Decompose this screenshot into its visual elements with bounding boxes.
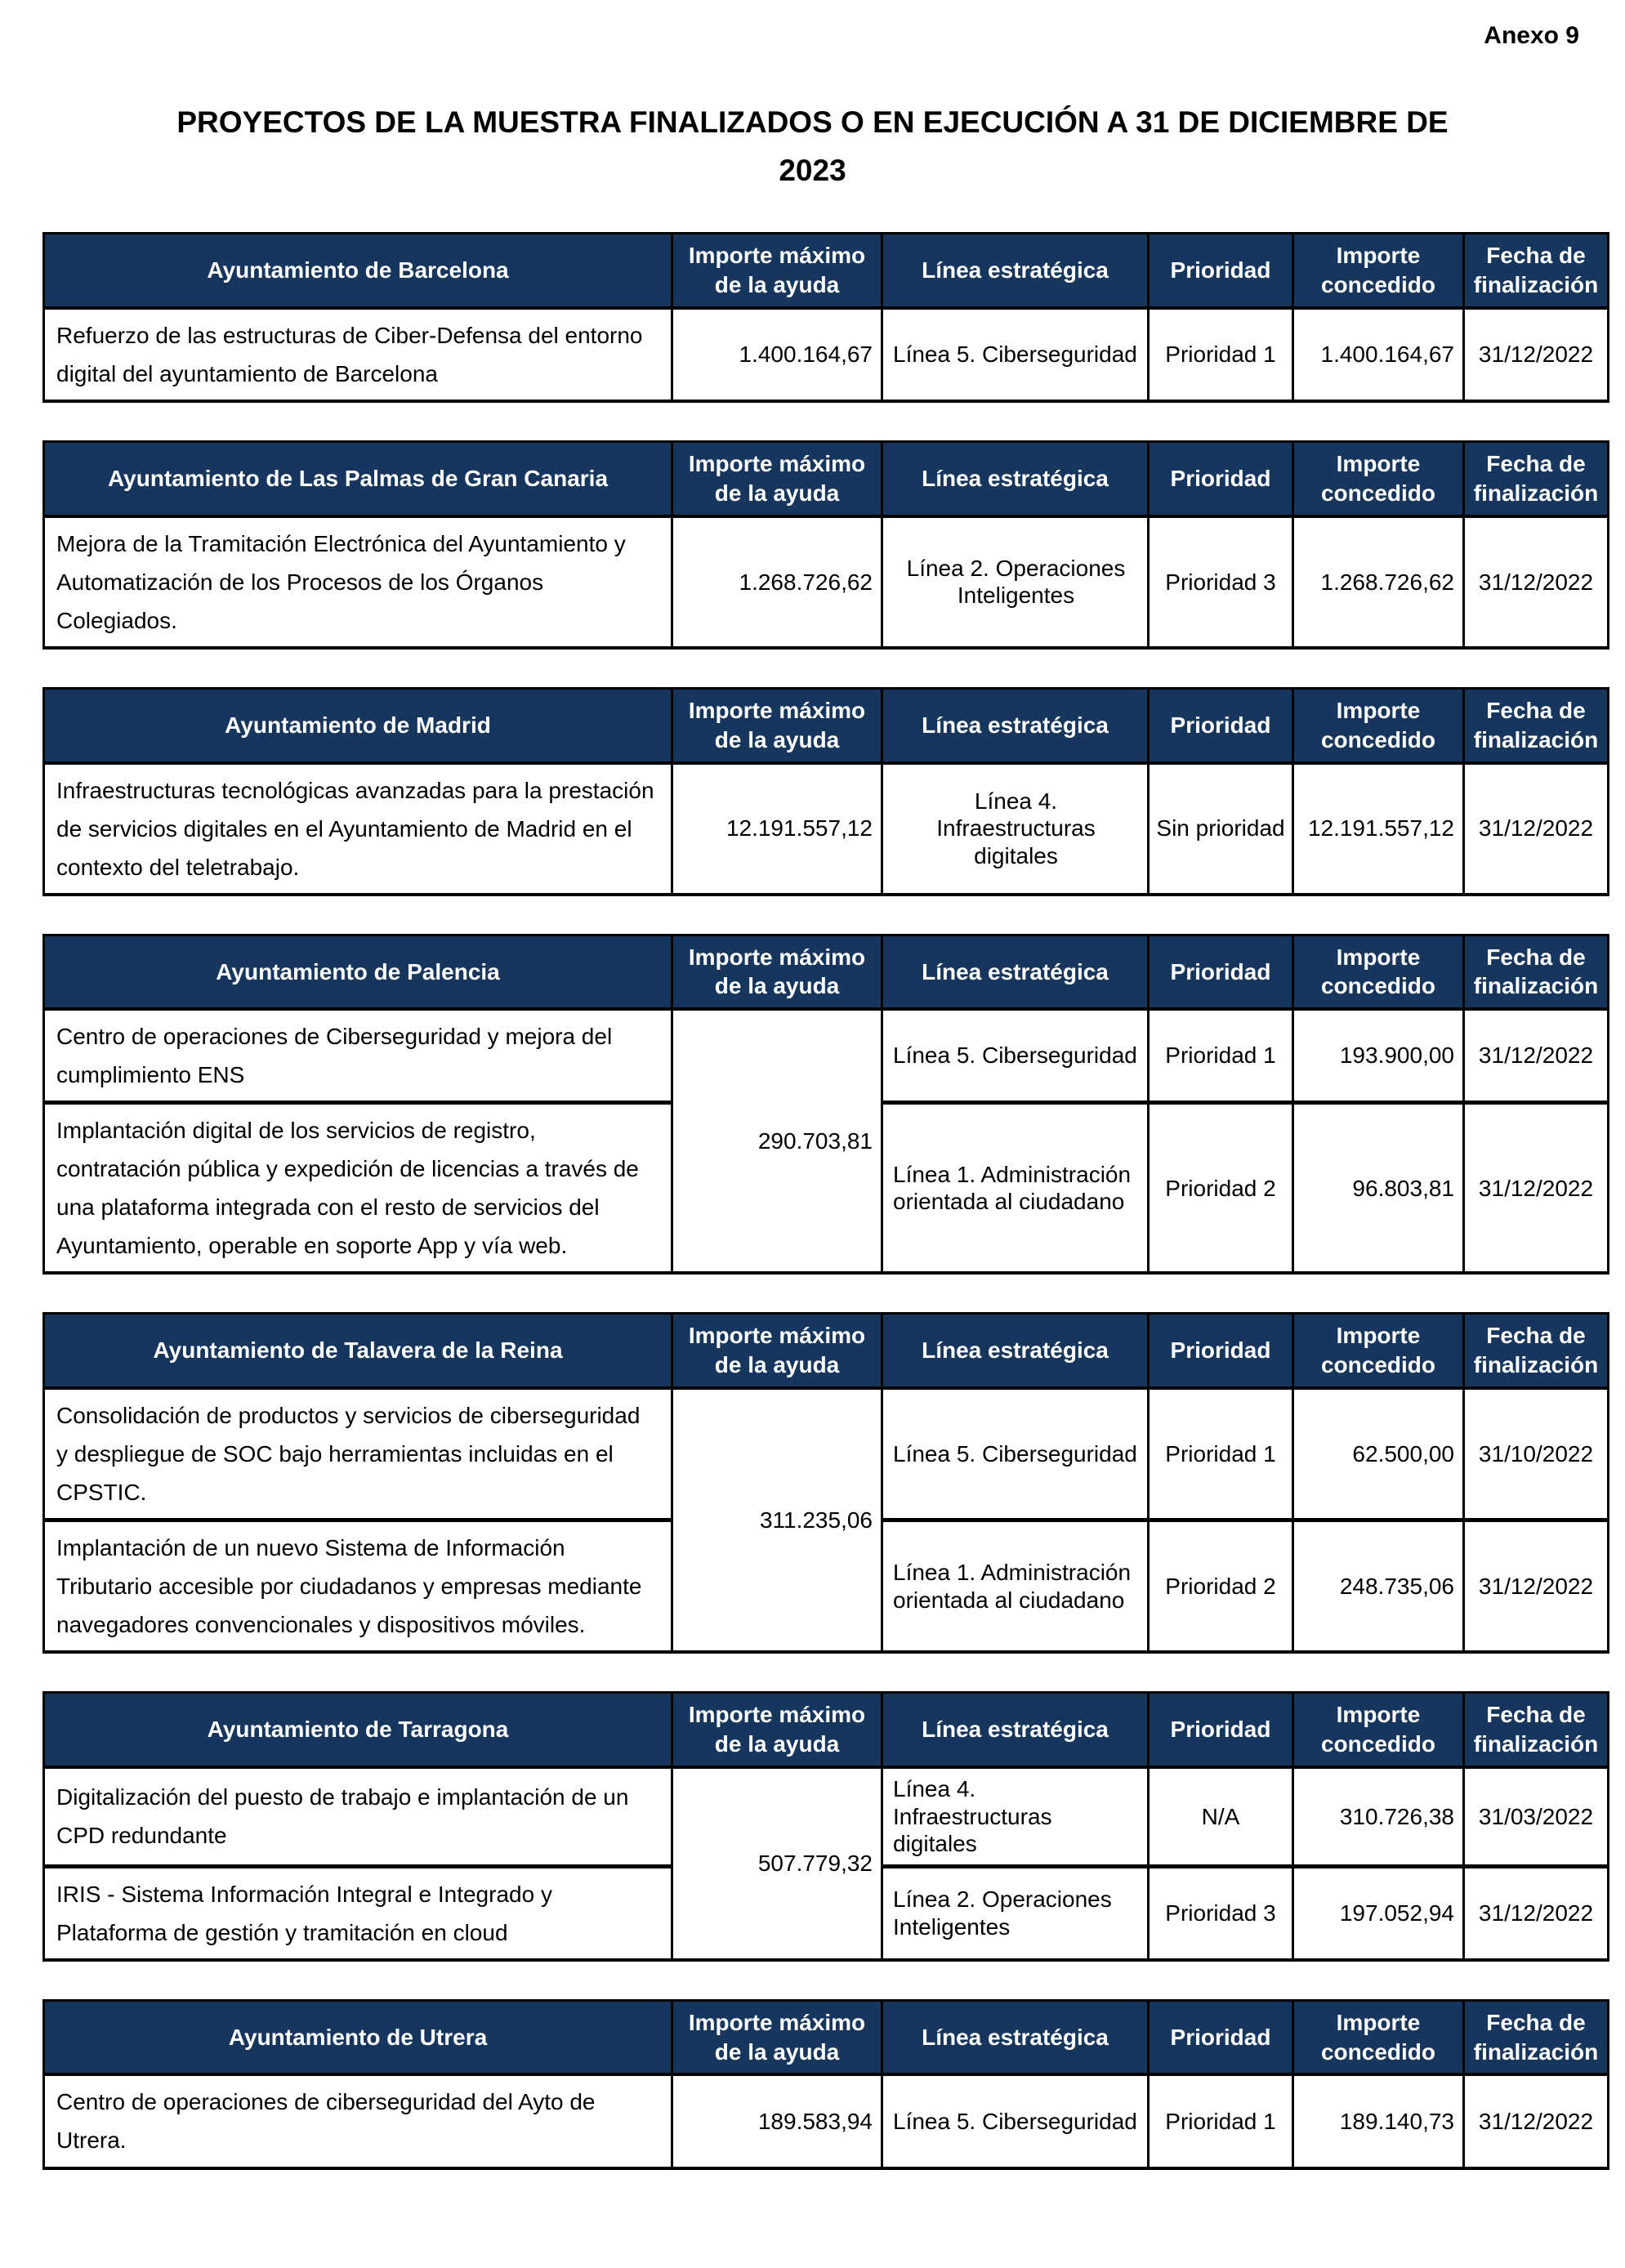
municipality-table bbox=[42, 1691, 1609, 1962]
importe-concedido-value: 1.400.164,67 bbox=[1293, 308, 1464, 401]
table-header-municipality: Ayuntamiento de Tarragona bbox=[44, 1693, 672, 1767]
column-header-fecha-finalizacion: Fecha de finalización bbox=[1464, 688, 1609, 762]
table-header-row bbox=[44, 442, 1609, 516]
municipality-table bbox=[42, 232, 1609, 403]
table-header-row bbox=[44, 2000, 1609, 2074]
table-header-municipality: Ayuntamiento de Talavera de la Reina bbox=[44, 1314, 672, 1388]
column-header-importe-concedido: Importe concedido bbox=[1293, 442, 1464, 516]
column-header-fecha-finalizacion: Fecha de finalización bbox=[1464, 2000, 1609, 2074]
importe-concedido-value: 248.735,06 bbox=[1293, 1520, 1464, 1653]
project-description: Implantación digital de los servicios de registro, contratación pública y expedición de licencias a través de una plataforma integrada con el resto de servicios del Ayuntamiento, operable en soporte App y vía web. bbox=[44, 1103, 672, 1274]
importe-concedido-value: 193.900,00 bbox=[1293, 1009, 1464, 1103]
column-header-importe-maximo: Importe máximo de la ayuda bbox=[672, 442, 882, 516]
importe-maximo-value: 507.779,32 bbox=[672, 1767, 882, 1960]
column-header-fecha-finalizacion: Fecha de finalización bbox=[1464, 1314, 1609, 1388]
municipality-table bbox=[42, 687, 1609, 896]
column-header-importe-concedido: Importe concedido bbox=[1293, 688, 1464, 762]
column-header-importe-concedido: Importe concedido bbox=[1293, 1314, 1464, 1388]
importe-maximo-value: 12.191.557,12 bbox=[672, 763, 882, 895]
municipality-table bbox=[42, 440, 1609, 650]
column-header-importe-maximo: Importe máximo de la ayuda bbox=[672, 234, 882, 308]
importe-concedido-value: 197.052,94 bbox=[1293, 1866, 1464, 1960]
table-header-row bbox=[44, 234, 1609, 308]
table-header-municipality: Ayuntamiento de Barcelona bbox=[44, 234, 672, 308]
importe-maximo-value: 189.583,94 bbox=[672, 2074, 882, 2168]
linea-estrategica-value: Línea 4. Infraestructuras digitales bbox=[882, 763, 1149, 895]
municipality-table bbox=[42, 1312, 1609, 1654]
page-title-line2: 2023 bbox=[779, 154, 846, 188]
project-description: Digitalización del puesto de trabajo e implantación de un CPD redundante bbox=[44, 1767, 672, 1866]
linea-estrategica-value: Línea 5. Ciberseguridad bbox=[882, 1388, 1149, 1520]
fecha-finalizacion-value: 31/12/2022 bbox=[1464, 516, 1609, 648]
column-header-linea-estrategica: Línea estratégica bbox=[882, 688, 1149, 762]
importe-concedido-value: 96.803,81 bbox=[1293, 1103, 1464, 1274]
project-description: Centro de operaciones de ciberseguridad del Ayto de Utrera. bbox=[44, 2074, 672, 2168]
project-description: Mejora de la Tramitación Electrónica del Ayuntamiento y Automatización de los Procesos de los Órganos Colegiados. bbox=[44, 516, 672, 648]
project-description: Consolidación de productos y servicios de ciberseguridad y despliegue de SOC bajo herramientas incluidas en el CPSTIC. bbox=[44, 1388, 672, 1520]
prioridad-value: Prioridad 1 bbox=[1149, 1388, 1293, 1520]
column-header-importe-concedido: Importe concedido bbox=[1293, 935, 1464, 1009]
fecha-finalizacion-value: 31/10/2022 bbox=[1464, 1388, 1609, 1520]
table-header-municipality: Ayuntamiento de Palencia bbox=[44, 935, 672, 1009]
linea-estrategica-value: Línea 1. Administración orientada al ciudadano bbox=[882, 1103, 1149, 1274]
project-description: Implantación de un nuevo Sistema de Información Tributario accesible por ciudadanos y empresas mediante navegadores convencionales y dispositivos móviles. bbox=[44, 1520, 672, 1653]
project-row bbox=[44, 2074, 1609, 2168]
column-header-fecha-finalizacion: Fecha de finalización bbox=[1464, 442, 1609, 516]
linea-estrategica-value: Línea 2. Operaciones Inteligentes bbox=[882, 516, 1149, 648]
column-header-importe-maximo: Importe máximo de la ayuda bbox=[672, 935, 882, 1009]
project-row bbox=[44, 1767, 1609, 1866]
project-description: Centro de operaciones de Ciberseguridad y mejora del cumplimiento ENS bbox=[44, 1009, 672, 1103]
column-header-prioridad: Prioridad bbox=[1149, 2000, 1293, 2074]
project-description: Infraestructuras tecnológicas avanzadas para la prestación de servicios digitales en el Ayuntamiento de Madrid en el contexto del teletrabajo. bbox=[44, 763, 672, 895]
project-row bbox=[44, 1009, 1609, 1103]
column-header-importe-maximo: Importe máximo de la ayuda bbox=[672, 1693, 882, 1767]
fecha-finalizacion-value: 31/12/2022 bbox=[1464, 1103, 1609, 1274]
column-header-fecha-finalizacion: Fecha de finalización bbox=[1464, 935, 1609, 1009]
importe-maximo-value: 1.268.726,62 bbox=[672, 516, 882, 648]
project-row bbox=[44, 1388, 1609, 1520]
column-header-prioridad: Prioridad bbox=[1149, 688, 1293, 762]
table-header-municipality: Ayuntamiento de Las Palmas de Gran Canaria bbox=[44, 442, 672, 516]
prioridad-value: Prioridad 1 bbox=[1149, 2074, 1293, 2168]
fecha-finalizacion-value: 31/12/2022 bbox=[1464, 763, 1609, 895]
prioridad-value: Sin prioridad bbox=[1149, 763, 1293, 895]
prioridad-value: Prioridad 2 bbox=[1149, 1520, 1293, 1653]
page-title-line1: PROYECTOS DE LA MUESTRA FINALIZADOS O EN EJECUCIÓN A 31 DE DICIEMBRE DE bbox=[176, 105, 1449, 139]
table-header-municipality: Ayuntamiento de Utrera bbox=[44, 2000, 672, 2074]
fecha-finalizacion-value: 31/12/2022 bbox=[1464, 2074, 1609, 2168]
table-header-row bbox=[44, 1314, 1609, 1388]
linea-estrategica-value: Línea 1. Administración orientada al ciudadano bbox=[882, 1520, 1149, 1653]
column-header-prioridad: Prioridad bbox=[1149, 234, 1293, 308]
column-header-fecha-finalizacion: Fecha de finalización bbox=[1464, 234, 1609, 308]
linea-estrategica-value: Línea 5. Ciberseguridad bbox=[882, 2074, 1149, 2168]
column-header-importe-concedido: Importe concedido bbox=[1293, 1693, 1464, 1767]
fecha-finalizacion-value: 31/12/2022 bbox=[1464, 1009, 1609, 1103]
linea-estrategica-value: Línea 5. Ciberseguridad bbox=[882, 1009, 1149, 1103]
annex-label: Anexo 9 bbox=[1484, 22, 1579, 49]
importe-concedido-value: 12.191.557,12 bbox=[1293, 763, 1464, 895]
table-header-row bbox=[44, 935, 1609, 1009]
column-header-linea-estrategica: Línea estratégica bbox=[882, 1314, 1149, 1388]
prioridad-value: Prioridad 3 bbox=[1149, 1866, 1293, 1960]
project-description: Refuerzo de las estructuras de Ciber-Defensa del entorno digital del ayuntamiento de Barcelona bbox=[44, 308, 672, 401]
prioridad-value: N/A bbox=[1149, 1767, 1293, 1866]
project-row bbox=[44, 763, 1609, 895]
fecha-finalizacion-value: 31/12/2022 bbox=[1464, 1520, 1609, 1653]
project-description: IRIS - Sistema Información Integral e Integrado y Plataforma de gestión y tramitación en cloud bbox=[44, 1866, 672, 1960]
linea-estrategica-value: Línea 4. Infraestructuras digitales bbox=[882, 1767, 1149, 1866]
prioridad-value: Prioridad 2 bbox=[1149, 1103, 1293, 1274]
column-header-linea-estrategica: Línea estratégica bbox=[882, 935, 1149, 1009]
tables-container bbox=[42, 232, 1625, 2169]
fecha-finalizacion-value: 31/03/2022 bbox=[1464, 1767, 1609, 1866]
table-header-row bbox=[44, 1693, 1609, 1767]
importe-maximo-value: 1.400.164,67 bbox=[672, 308, 882, 401]
municipality-table bbox=[42, 1999, 1609, 2170]
table-header-row bbox=[44, 688, 1609, 762]
fecha-finalizacion-value: 31/12/2022 bbox=[1464, 1866, 1609, 1960]
table-header-municipality: Ayuntamiento de Madrid bbox=[44, 688, 672, 762]
column-header-linea-estrategica: Línea estratégica bbox=[882, 2000, 1149, 2074]
prioridad-value: Prioridad 1 bbox=[1149, 308, 1293, 401]
linea-estrategica-value: Línea 2. Operaciones Inteligentes bbox=[882, 1866, 1149, 1960]
column-header-linea-estrategica: Línea estratégica bbox=[882, 234, 1149, 308]
prioridad-value: Prioridad 1 bbox=[1149, 1009, 1293, 1103]
column-header-importe-maximo: Importe máximo de la ayuda bbox=[672, 1314, 882, 1388]
column-header-linea-estrategica: Línea estratégica bbox=[882, 1693, 1149, 1767]
column-header-prioridad: Prioridad bbox=[1149, 1314, 1293, 1388]
page-title bbox=[49, 98, 1576, 194]
column-header-prioridad: Prioridad bbox=[1149, 1693, 1293, 1767]
column-header-importe-concedido: Importe concedido bbox=[1293, 234, 1464, 308]
column-header-fecha-finalizacion: Fecha de finalización bbox=[1464, 1693, 1609, 1767]
column-header-importe-maximo: Importe máximo de la ayuda bbox=[672, 2000, 882, 2074]
column-header-importe-maximo: Importe máximo de la ayuda bbox=[672, 688, 882, 762]
project-row bbox=[44, 308, 1609, 401]
importe-maximo-value: 311.235,06 bbox=[672, 1388, 882, 1652]
importe-concedido-value: 62.500,00 bbox=[1293, 1388, 1464, 1520]
column-header-prioridad: Prioridad bbox=[1149, 442, 1293, 516]
column-header-importe-concedido: Importe concedido bbox=[1293, 2000, 1464, 2074]
municipality-table bbox=[42, 934, 1609, 1275]
project-row bbox=[44, 516, 1609, 648]
importe-maximo-value: 290.703,81 bbox=[672, 1009, 882, 1273]
fecha-finalizacion-value: 31/12/2022 bbox=[1464, 308, 1609, 401]
linea-estrategica-value: Línea 5. Ciberseguridad bbox=[882, 308, 1149, 401]
importe-concedido-value: 1.268.726,62 bbox=[1293, 516, 1464, 648]
prioridad-value: Prioridad 3 bbox=[1149, 516, 1293, 648]
column-header-linea-estrategica: Línea estratégica bbox=[882, 442, 1149, 516]
importe-concedido-value: 189.140,73 bbox=[1293, 2074, 1464, 2168]
column-header-prioridad: Prioridad bbox=[1149, 935, 1293, 1009]
importe-concedido-value: 310.726,38 bbox=[1293, 1767, 1464, 1866]
